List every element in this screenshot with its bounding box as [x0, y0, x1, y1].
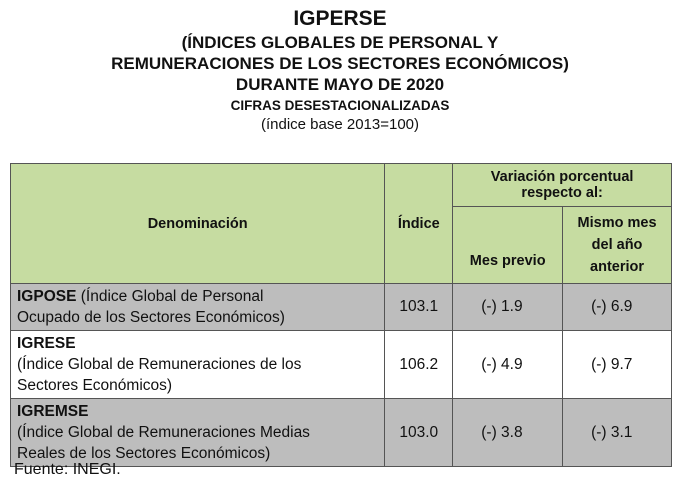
index-desc-line3: Reales de los Sectores Económicos) — [17, 445, 271, 462]
denominacion-cell — [11, 399, 385, 467]
header-mismo-mes-line1: Mismo mes — [577, 215, 657, 231]
table-row — [11, 399, 672, 467]
index-code: IGRESE — [17, 335, 76, 352]
header-variacion-line2: respecto al: — [521, 185, 603, 201]
mes-previo-cell: (-) 4.9 — [453, 331, 563, 399]
mismo-mes-cell: (-) 6.9 — [563, 284, 672, 331]
denominacion-cell — [11, 331, 385, 399]
index-desc-line2: (Índice Global de Remuneraciones Medias — [17, 424, 310, 441]
report-title: IGPERSE — [293, 7, 387, 30]
index-table — [10, 163, 672, 467]
header-row-1 — [11, 164, 672, 207]
mes-previo-cell: (-) 3.8 — [453, 399, 563, 467]
index-desc-line2: (Índice Global de Remuneraciones de los — [17, 356, 302, 373]
header-variacion — [453, 164, 672, 207]
source-note: Fuente: INEGI. — [14, 461, 121, 478]
report-subtitle-line2: REMUNERACIONES DE LOS SECTORES ECONÓMICOS) — [111, 54, 569, 73]
base-note: (índice base 2013=100) — [260, 116, 420, 133]
table-row — [11, 331, 672, 399]
indice-cell: 106.2 — [385, 331, 453, 399]
title-block — [0, 6, 680, 134]
index-desc-line2: Ocupado de los Sectores Económicos) — [17, 309, 285, 326]
indice-cell: 103.0 — [385, 399, 453, 467]
index-code: IGREMSE — [17, 403, 89, 420]
report-subtitle-line3: DURANTE MAYO DE 2020 — [235, 75, 445, 94]
header-mismo-mes-line2: del año — [591, 237, 643, 253]
denominacion-cell — [11, 284, 385, 331]
figures-note: CIFRAS DESESTACIONALIZADAS — [230, 98, 450, 113]
header-mismo-mes — [563, 207, 672, 284]
index-desc-line1: (Índice Global de Personal — [76, 288, 264, 305]
header-mes-previo: Mes previo — [453, 207, 563, 284]
report-subtitle-line1: (ÍNDICES GLOBALES DE PERSONAL Y — [181, 33, 499, 52]
mismo-mes-cell: (-) 9.7 — [563, 331, 672, 399]
header-indice: Índice — [385, 164, 453, 284]
index-desc-line3: Sectores Económicos) — [17, 377, 173, 394]
indice-cell: 103.1 — [385, 284, 453, 331]
table-row — [11, 284, 672, 331]
header-variacion-line1: Variación porcentual — [490, 169, 634, 185]
mismo-mes-cell: (-) 3.1 — [563, 399, 672, 467]
mes-previo-cell: (-) 1.9 — [453, 284, 563, 331]
header-mismo-mes-line3: anterior — [590, 259, 645, 275]
header-denominacion: Denominación — [11, 164, 385, 284]
index-code: IGPOSE — [17, 288, 77, 305]
